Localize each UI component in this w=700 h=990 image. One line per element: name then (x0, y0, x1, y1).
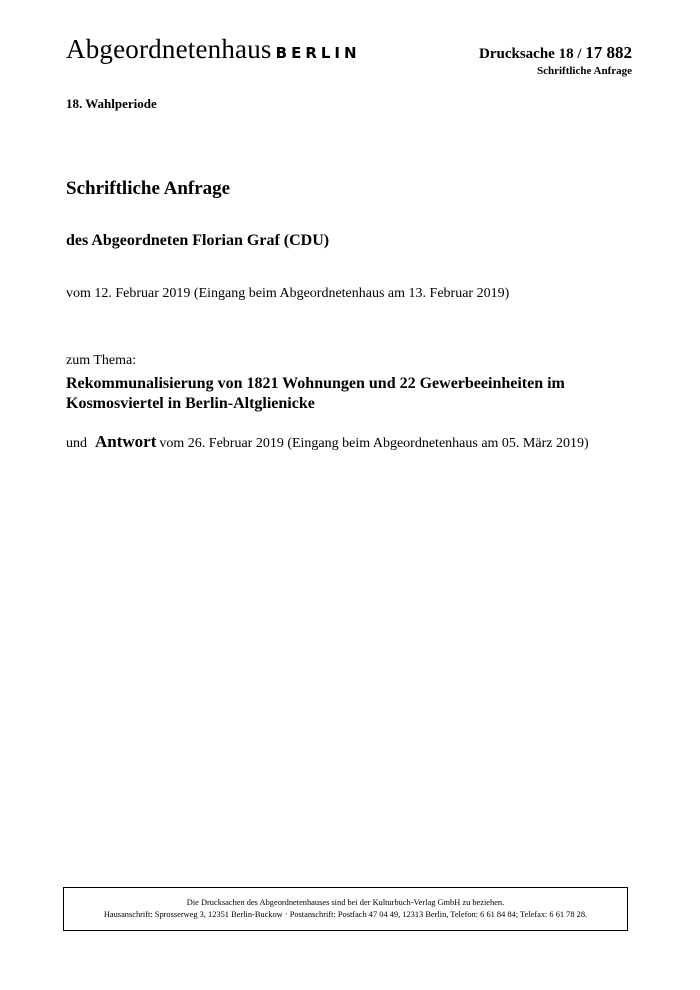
document-title: Schriftliche Anfrage (66, 178, 231, 199)
footer-line-2: Hausanschrift: Sprosserweg 3, 12351 Berlin-Buckow · Postanschrift: Postfach 47 04 49, 12313 Berlin, Telefon: 6 61 84 84; Telefax: 6 61 78 28. (103, 910, 588, 920)
doc-label: Drucksache 18 (479, 46, 574, 62)
doc-number: 17 882 (585, 43, 632, 62)
answer-prefix: und (66, 436, 87, 451)
document-reference (479, 42, 632, 79)
doc-number-line (479, 42, 632, 64)
doc-separator: / (577, 46, 582, 62)
topic-text: Rekommunalisierung von 1821 Wohnungen und 22 Gewerbeeinheiten im Kosmosviertel in Berlin-Altglienicke (66, 375, 565, 412)
logo-city: BERLIN (275, 44, 361, 62)
footer-box (63, 887, 628, 931)
doc-type: Schriftliche Anfrage (536, 64, 632, 77)
author-line: des Abgeordneten Florian Graf (CDU) (66, 232, 330, 249)
logo-word: Abgeordnetenhaus (66, 34, 272, 64)
answer-rest: vom 26. Februar 2019 (Eingang beim Abgeordnetenhaus am 05. März 2019) (159, 436, 589, 451)
footer-line-1: Die Drucksachen des Abgeordnetenhauses sind bei der Kulturbuch-Verlag GmbH zu beziehen. (186, 898, 505, 907)
answer-word: Antwort (95, 432, 157, 451)
date-line: vom 12. Februar 2019 (Eingang beim Abgeordnetenhaus am 13. Februar 2019) (66, 286, 510, 301)
topic-label: zum Thema: (66, 353, 137, 368)
answer-line (66, 432, 589, 452)
legislative-period: 18. Wahlperiode (66, 96, 157, 111)
parliament-logo (66, 36, 361, 63)
